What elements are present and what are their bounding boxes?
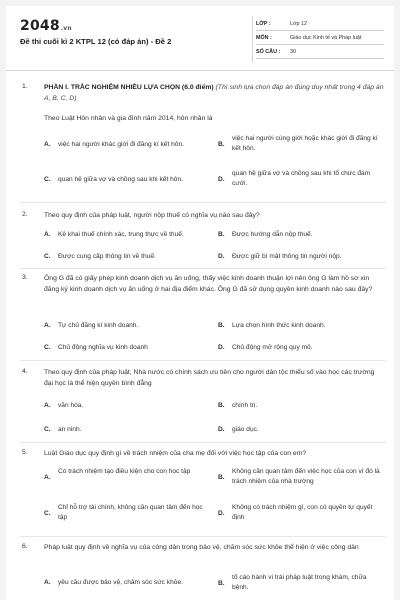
meta-subject-value: Giáo dục Kinh tế và Pháp luật xyxy=(290,35,362,41)
part-heading-text xyxy=(44,83,384,104)
option-letter: D. xyxy=(218,510,225,517)
option-letter: C. xyxy=(44,510,51,517)
option-letter: C. xyxy=(44,344,51,351)
option-letter: A. xyxy=(44,322,51,329)
option-text: văn hóa. xyxy=(58,402,84,409)
part-number: 1. xyxy=(22,83,28,90)
meta-class-value: Lớp 12 xyxy=(290,21,308,27)
question-number: 4. xyxy=(22,368,28,375)
question-divider xyxy=(20,442,386,443)
option-letter: B. xyxy=(218,402,225,409)
question-divider xyxy=(20,268,386,269)
option-letter: A. xyxy=(44,231,51,238)
option-text: quan hệ giữa vợ và chồng sau khi tổ chức đám cưới. xyxy=(232,170,371,187)
option-text: tố cáo hành vi trái pháp luật trong khám, chữa bệnh. xyxy=(232,574,367,591)
question-divider xyxy=(20,202,386,203)
option-letter: B. xyxy=(218,141,225,148)
option-text: việc hai người khác giới đi đăng kí kết hôn. xyxy=(58,141,184,148)
option-text: giáo dục. xyxy=(232,426,259,433)
option-letter: B. xyxy=(218,474,225,481)
option-letter: D. xyxy=(218,176,225,183)
meta-class-key: LỚP : xyxy=(256,21,271,27)
option-letter: D. xyxy=(218,253,225,260)
question-text: Pháp luật quy định về nghĩa vụ của công dân trong bảo vệ, chăm sóc sức khỏe thể hiện ở việc công dân xyxy=(44,544,359,551)
option-text: việc hai người cùng giới hoặc khác giới đi đăng kí kết hôn. xyxy=(232,135,378,152)
exam-header xyxy=(6,6,394,68)
meta-subject-key: MÔN : xyxy=(256,35,272,41)
meta-divider xyxy=(256,58,384,59)
option-text: Chỉ hỗ trợ tài chính, không cần quan tâm đến học tập xyxy=(58,504,203,521)
question-text: Theo quy định của pháp luật, người nộp thuế có nghĩa vụ nào sau đây? xyxy=(44,212,260,219)
option-letter: C. xyxy=(44,176,51,183)
part-note: (Thí sinh lựa chọn đáp án đúng duy nhất trong 4 đáp án A, B, C, D) xyxy=(44,84,384,102)
meta-divider xyxy=(256,44,384,45)
option-text: Chủ động mở rộng quy mô. xyxy=(232,344,313,351)
logo-text: 2048 xyxy=(20,18,60,34)
question-text: Theo Luật Hôn nhân và gia đình năm 2014, hôn nhân là xyxy=(44,115,213,122)
option-text: an ninh. xyxy=(58,426,82,433)
option-text: quan hệ giữa vợ và chồng sau khi kết hôn. xyxy=(58,176,183,183)
header-divider xyxy=(252,16,253,62)
question-text: Theo quy định của pháp luật, Nhà nước có chính sách ưu tiên cho người dân tộc thiểu số vào học các trường đại học là thể hiện quyền bình đẳng xyxy=(44,369,375,387)
option-text: Được hướng dẫn nộp thuế. xyxy=(232,231,313,238)
option-text: Không cần quan tâm đến việc học của con vì đó là trách nhiệm của nhà trường xyxy=(232,468,380,485)
question-divider xyxy=(20,536,386,537)
question-number: 5. xyxy=(22,449,28,456)
header-bottom-divider xyxy=(6,70,394,71)
question-text: Luật Giáo dục quy định gì về trách nhiệm của cha mẹ đối với việc học tập của con em? xyxy=(44,450,307,457)
site-logo[interactable] xyxy=(20,18,72,34)
option-text: Tự chủ đăng kí kinh doanh. xyxy=(58,322,139,329)
option-letter: B. xyxy=(218,580,225,587)
logo-tld: .vn xyxy=(60,25,72,32)
question-text: Ông G đã có giấy phép kinh doanh dịch vụ ăn uống, thấy việc kinh doanh thuận lợi nên ông G làm hồ sơ xin đăng ký kinh doanh dịch vụ ăn uống ở hai địa điểm khác. Ông G đã sử dụng quyền kinh doanh nào sau đây? xyxy=(44,275,373,293)
exam-page xyxy=(6,6,394,600)
meta-divider xyxy=(256,30,384,31)
option-text: yêu cầu được bảo vệ, chăm sóc sức khỏe. xyxy=(58,579,183,586)
option-text: chính trị. xyxy=(232,402,258,409)
option-letter: A. xyxy=(44,141,51,148)
meta-count-value: 30 xyxy=(290,49,296,55)
option-letter: C. xyxy=(44,253,51,260)
option-text: Kê khai thuế chính xác, trung thực về thuế. xyxy=(58,231,184,238)
meta-count-key: SỐ CÂU : xyxy=(256,49,281,55)
option-letter: C. xyxy=(44,426,51,433)
option-text: Được cung cấp thông tin về thuế. xyxy=(58,253,156,260)
option-text: Có trách nhiệm tạo điều kiện cho con học tập xyxy=(58,468,191,475)
question-number: 6. xyxy=(22,543,28,550)
option-letter: B. xyxy=(218,322,225,329)
option-letter: A. xyxy=(44,579,51,586)
option-letter: A. xyxy=(44,474,51,481)
option-letter: D. xyxy=(218,426,225,433)
option-letter: A. xyxy=(44,402,51,409)
exam-title: Đề thi cuối kì 2 KTPL 12 (có đáp án) - Đề 2 xyxy=(20,37,172,46)
question-number: 3. xyxy=(22,274,28,281)
option-letter: B. xyxy=(218,231,225,238)
option-text: Được giữ bí mật thông tin người nộp. xyxy=(232,253,342,260)
question-number: 2. xyxy=(22,211,28,218)
part-title: PHẦN I. TRẮC NGHIỆM NHIỀU LỰA CHỌN (6.0 điểm) xyxy=(44,84,214,91)
option-text: Không có trách nhiệm gì, con có quyền tự quyết định xyxy=(232,504,373,521)
option-text: Chủ động nghĩa vụ kinh doanh xyxy=(58,344,148,351)
option-letter: D. xyxy=(218,344,225,351)
option-text: Lựa chọn hình thức kinh doanh. xyxy=(232,322,326,329)
question-divider xyxy=(20,360,386,361)
